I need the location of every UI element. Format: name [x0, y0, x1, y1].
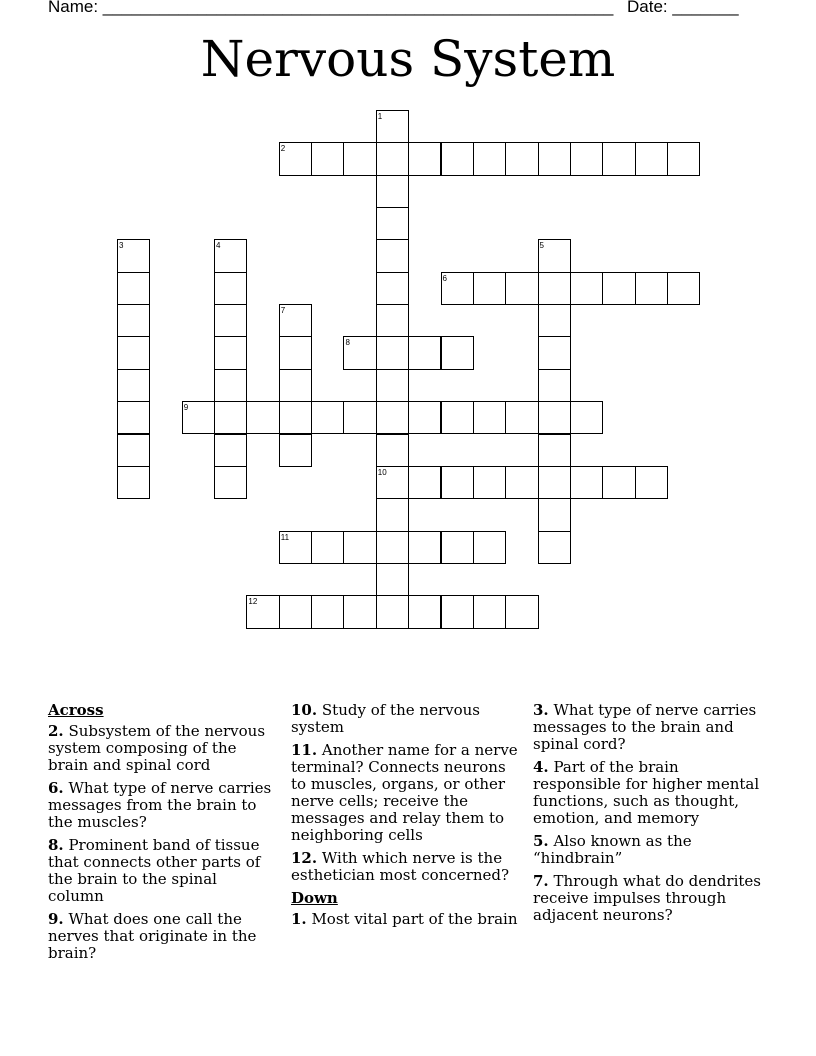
- crossword-cell[interactable]: [570, 142, 603, 175]
- clue-down-7: [533, 873, 765, 924]
- crossword-cell[interactable]: [376, 175, 409, 208]
- clue-across-11: [291, 742, 523, 844]
- crossword-cell[interactable]: [538, 239, 571, 272]
- clue-number: 11.: [291, 741, 318, 759]
- crossword-cell[interactable]: [214, 466, 247, 499]
- cell-number: 6: [442, 273, 447, 283]
- cell-number: 10: [377, 467, 387, 477]
- cell-number: 2: [280, 144, 286, 154]
- crossword-cell[interactable]: [376, 595, 409, 628]
- clue-number: 10.: [291, 701, 318, 719]
- crossword-cell[interactable]: [667, 142, 700, 175]
- across-heading: Across: [48, 701, 104, 719]
- clue-number: 4.: [533, 758, 549, 776]
- cell-number: 11: [280, 532, 290, 542]
- crossword-cell[interactable]: [441, 531, 474, 564]
- cell-number: 8: [345, 338, 350, 348]
- crossword-cell[interactable]: [473, 466, 506, 499]
- crossword-cell[interactable]: [279, 304, 312, 337]
- crossword-cell[interactable]: [602, 142, 635, 175]
- crossword-cell[interactable]: [117, 336, 150, 369]
- crossword-cell[interactable]: [376, 434, 409, 467]
- crossword-cell[interactable]: [408, 142, 441, 175]
- crossword-cell[interactable]: [408, 401, 441, 434]
- crossword-cell[interactable]: [505, 401, 538, 434]
- crossword-cell[interactable]: [538, 369, 571, 402]
- crossword-cell[interactable]: [117, 401, 150, 434]
- clue-across-9: [48, 911, 276, 962]
- crossword-cell[interactable]: [441, 466, 474, 499]
- clue-across-6: [48, 780, 276, 831]
- clue-text: Most vital part of the brain: [311, 910, 518, 928]
- crossword-cell[interactable]: [538, 434, 571, 467]
- crossword-cell[interactable]: [214, 369, 247, 402]
- crossword-cell[interactable]: [473, 272, 506, 305]
- clue-down-5: [533, 833, 765, 867]
- crossword-cell[interactable]: [214, 239, 247, 272]
- crossword-cell[interactable]: [602, 272, 635, 305]
- clue-text: What type of nerve carries messages from the brain to the muscles?: [48, 779, 272, 831]
- clue-text: Another name for a nerve terminal? Connects neurons to muscles, organs, or other nerve cells; receive the messages and relay them to neighboring cells: [291, 741, 518, 844]
- crossword-cell[interactable]: [376, 207, 409, 240]
- cell-number: 12: [248, 597, 258, 607]
- clue-number: 12.: [291, 849, 318, 867]
- cell-number: 3: [119, 241, 124, 251]
- clue-text: Prominent band of tissue that connects other parts of the brain to the spinal column: [48, 836, 261, 905]
- crossword-cell[interactable]: [538, 272, 571, 305]
- crossword-cell[interactable]: [279, 401, 312, 434]
- clue-text: What type of nerve carries messages to the brain and spinal cord?: [533, 701, 757, 753]
- crossword-cell[interactable]: [376, 369, 409, 402]
- crossword-cell[interactable]: [473, 401, 506, 434]
- crossword-cell[interactable]: [117, 239, 150, 272]
- crossword-cell[interactable]: [117, 434, 150, 467]
- crossword-cell[interactable]: [538, 466, 571, 499]
- crossword-cell[interactable]: [117, 304, 150, 337]
- crossword-cell[interactable]: [376, 272, 409, 305]
- crossword-cell[interactable]: [279, 595, 312, 628]
- crossword-cell[interactable]: [376, 466, 409, 499]
- crossword-cell[interactable]: [441, 336, 474, 369]
- crossword-cell[interactable]: [408, 531, 441, 564]
- crossword-cell[interactable]: [408, 466, 441, 499]
- clue-number: 3.: [533, 701, 549, 719]
- clue-number: 1.: [291, 910, 307, 928]
- crossword-cell[interactable]: [538, 531, 571, 564]
- crossword-cell[interactable]: [279, 336, 312, 369]
- crossword-cell[interactable]: [635, 466, 668, 499]
- cell-number: 7: [280, 306, 286, 316]
- date-field: Date: _______: [627, 0, 739, 16]
- clue-text: With which nerve is the esthetician most concerned?: [291, 849, 510, 884]
- clue-down-1: [291, 911, 523, 928]
- crossword-cell[interactable]: [441, 401, 474, 434]
- crossword-cell[interactable]: [376, 336, 409, 369]
- clue-number: 6.: [48, 779, 64, 797]
- cell-number: 5: [539, 241, 544, 251]
- cell-number: 1: [377, 112, 383, 121]
- crossword-cell[interactable]: [343, 401, 376, 434]
- crossword-cell[interactable]: [279, 531, 312, 564]
- crossword-cell[interactable]: [635, 272, 668, 305]
- crossword-cell[interactable]: [441, 142, 474, 175]
- crossword-cell[interactable]: [473, 142, 506, 175]
- crossword-cell[interactable]: [473, 531, 506, 564]
- crossword-cell[interactable]: [538, 498, 571, 531]
- clue-across-12: [291, 850, 523, 884]
- clue-across-10: [291, 702, 523, 736]
- clue-number: 5.: [533, 832, 549, 850]
- clue-down-3: [533, 702, 765, 753]
- crossword-cell[interactable]: [343, 595, 376, 628]
- crossword-cell[interactable]: [279, 142, 312, 175]
- crossword-cell[interactable]: [376, 304, 409, 337]
- crossword-cell[interactable]: [408, 595, 441, 628]
- crossword-cell[interactable]: [311, 595, 344, 628]
- clue-number: 2.: [48, 722, 64, 740]
- crossword-cell[interactable]: [343, 531, 376, 564]
- clue-number: 8.: [48, 836, 64, 854]
- crossword-cell[interactable]: [376, 531, 409, 564]
- crossword-cell[interactable]: [505, 142, 538, 175]
- crossword-cell[interactable]: [343, 142, 376, 175]
- crossword-cell[interactable]: [311, 531, 344, 564]
- clue-text: Also known as the “hindbrain”: [533, 832, 692, 867]
- crossword-cell[interactable]: [602, 466, 635, 499]
- crossword-cell[interactable]: [376, 142, 409, 175]
- crossword-cell[interactable]: [376, 110, 409, 143]
- clue-number: 9.: [48, 910, 64, 928]
- crossword-cell[interactable]: [246, 401, 279, 434]
- crossword-cell[interactable]: [376, 239, 409, 272]
- crossword-cell[interactable]: [570, 401, 603, 434]
- clue-across-2: [48, 723, 276, 774]
- crossword-cell[interactable]: [117, 272, 150, 305]
- crossword-cell[interactable]: [635, 142, 668, 175]
- crossword-cell[interactable]: [214, 272, 247, 305]
- crossword-cell[interactable]: [538, 142, 571, 175]
- crossword-cell[interactable]: [343, 336, 376, 369]
- cell-number: 9: [183, 403, 189, 413]
- crossword-cell[interactable]: [279, 434, 312, 467]
- name-field: Name: ______________________________________________________: [48, 0, 614, 16]
- crossword-cell[interactable]: [538, 336, 571, 369]
- cell-number: 4: [216, 241, 221, 251]
- crossword-cell[interactable]: [570, 272, 603, 305]
- clue-column-1: [48, 702, 276, 968]
- crossword-cell[interactable]: [570, 466, 603, 499]
- clue-across-8: [48, 837, 276, 905]
- crossword-cell[interactable]: [311, 401, 344, 434]
- crossword-cell[interactable]: [117, 369, 150, 402]
- clue-column-3: [533, 702, 765, 930]
- crossword-cell[interactable]: [182, 401, 215, 434]
- page-title: Nervous System: [200, 30, 616, 88]
- clue-text: Study of the nervous system: [291, 701, 480, 736]
- crossword-cell[interactable]: [376, 498, 409, 531]
- crossword-cell[interactable]: [214, 401, 247, 434]
- crossword-cell[interactable]: [441, 272, 474, 305]
- crossword-cell[interactable]: [505, 272, 538, 305]
- crossword-cell[interactable]: [538, 401, 571, 434]
- clue-down-4: [533, 759, 765, 827]
- down-heading: Down: [291, 889, 338, 907]
- clue-column-2: [291, 702, 523, 934]
- crossword-cell[interactable]: [505, 466, 538, 499]
- crossword-cell[interactable]: [505, 595, 538, 628]
- crossword-cell[interactable]: [214, 434, 247, 467]
- crossword-cell[interactable]: [473, 595, 506, 628]
- crossword-cell[interactable]: [214, 304, 247, 337]
- crossword-cell[interactable]: [376, 563, 409, 596]
- clue-number: 7.: [533, 872, 549, 890]
- clue-text: Subsystem of the nervous system composing of the brain and spinal cord: [48, 722, 266, 774]
- clue-text: Part of the brain responsible for higher mental functions, such as thought, emotion, and memory: [533, 758, 760, 827]
- clue-text: What does one call the nerves that originate in the brain?: [48, 910, 257, 962]
- crossword-cell[interactable]: [441, 595, 474, 628]
- crossword-cell[interactable]: [538, 304, 571, 337]
- crossword-cell[interactable]: [376, 401, 409, 434]
- crossword-cell[interactable]: [311, 142, 344, 175]
- crossword-cell[interactable]: [214, 336, 247, 369]
- crossword-cell[interactable]: [117, 466, 150, 499]
- crossword-cell[interactable]: [667, 272, 700, 305]
- crossword-cell[interactable]: [279, 369, 312, 402]
- crossword-cell[interactable]: [408, 336, 441, 369]
- clue-text: Through what do dendrites receive impulses through adjacent neurons?: [533, 872, 761, 924]
- crossword-cell[interactable]: [246, 595, 279, 628]
